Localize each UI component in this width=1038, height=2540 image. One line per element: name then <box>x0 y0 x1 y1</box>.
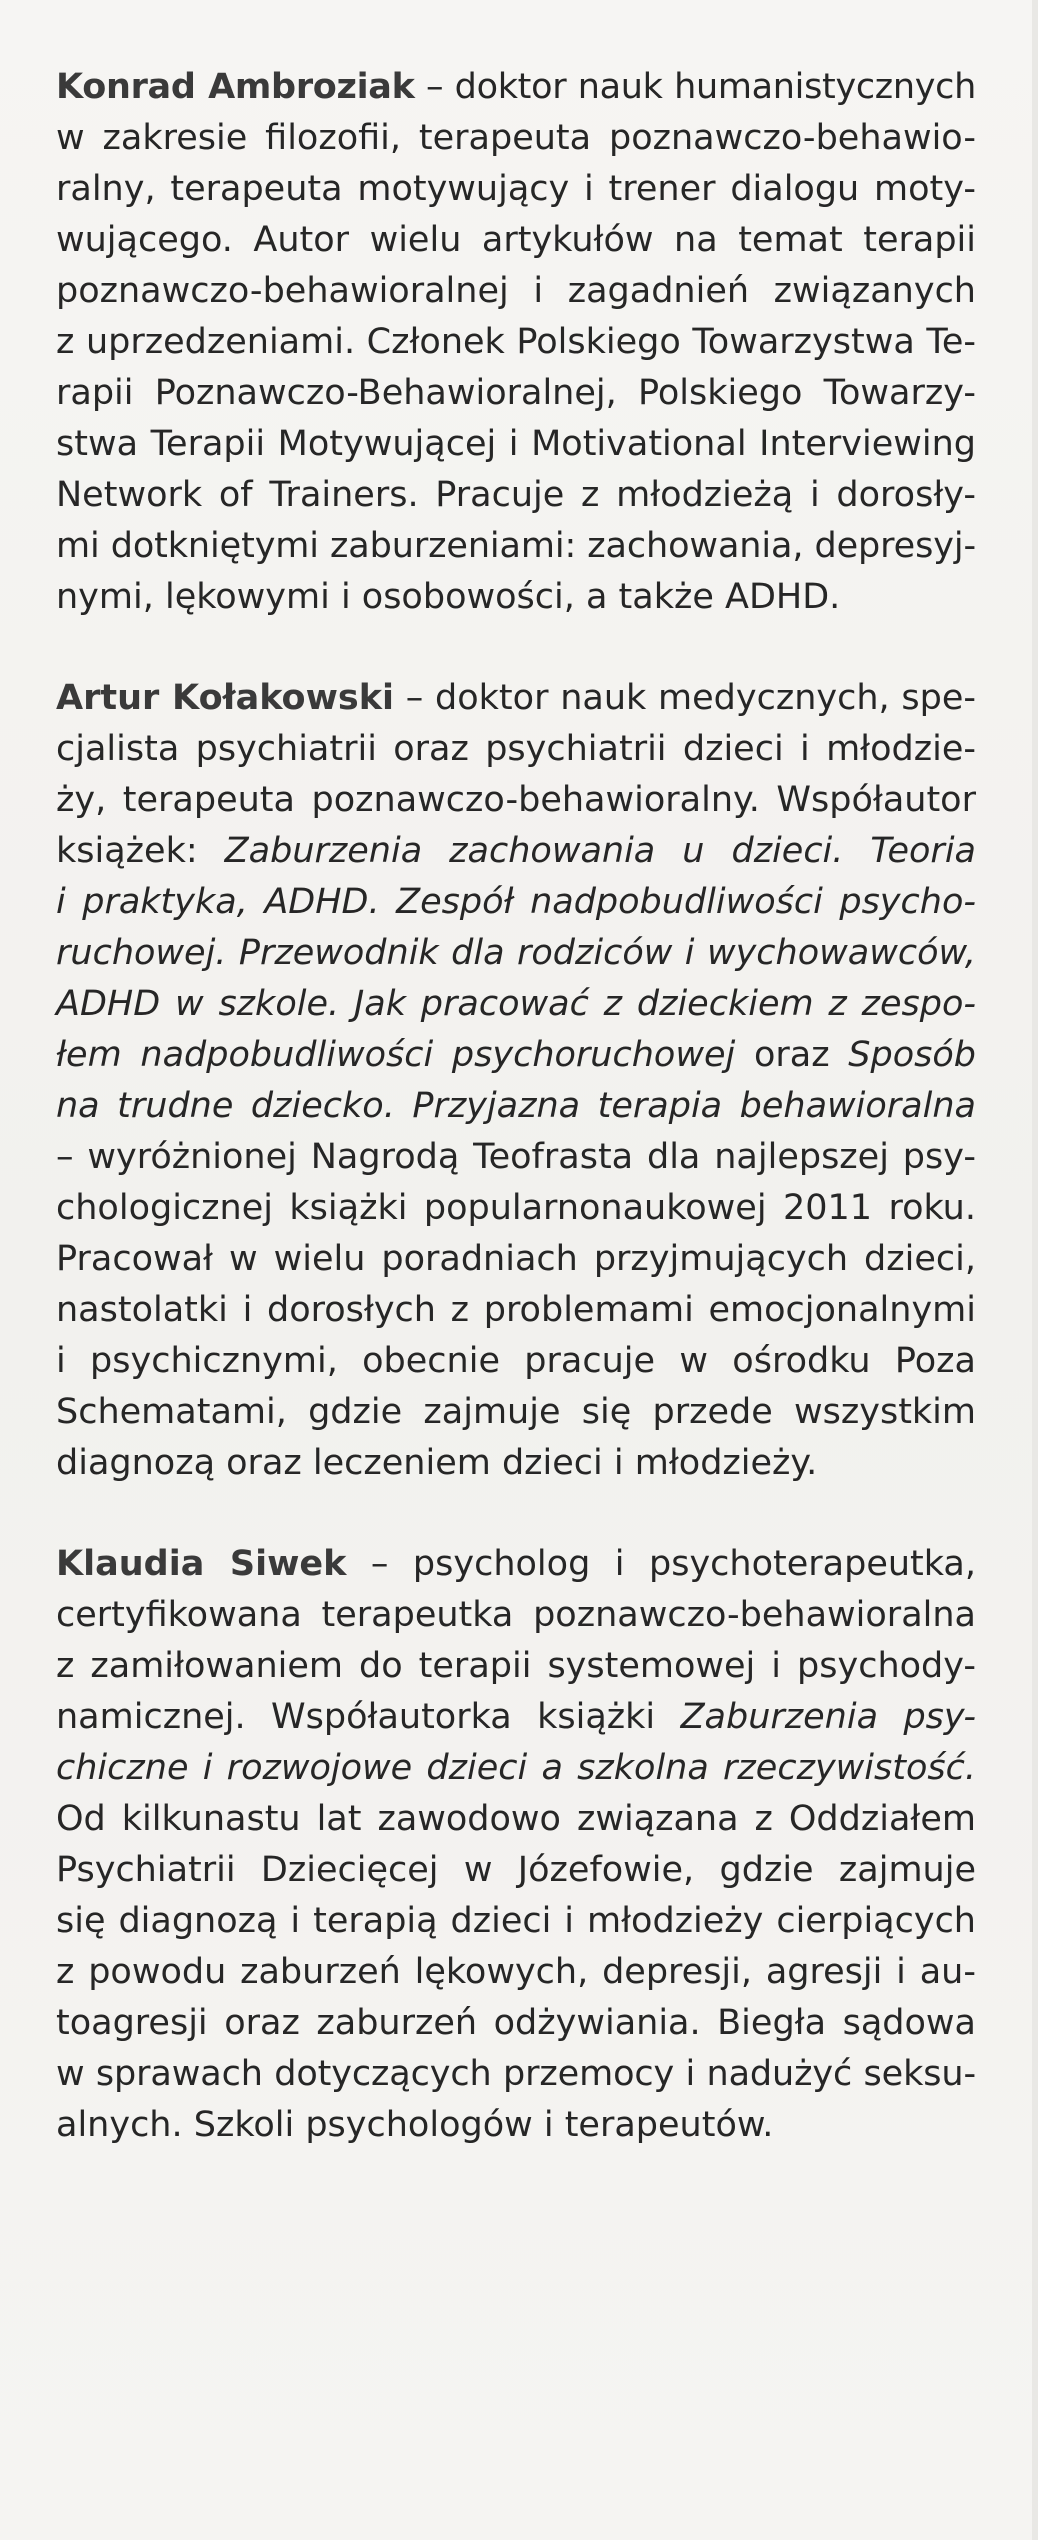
bio-text: Network of Trainers. Pracuje z młodzieżą i dorosły- <box>56 475 976 515</box>
bio-text: w zakresie filozofii, terapeuta poznawczo-behawio- <box>56 118 976 158</box>
bio-line <box>56 164 976 215</box>
bio-text: wującego. Autor wielu artykułów na temat terapii <box>56 220 976 260</box>
bio-text: w sprawach dotyczących przemocy i nadużyć seksu- <box>56 2054 976 2094</box>
bio-text: mi dotkniętymi zaburzeniami: zachowania, depresyj- <box>56 526 976 566</box>
bio-line <box>56 877 976 928</box>
bio-konrad-ambroziak <box>56 62 976 623</box>
bio-line <box>56 1081 976 1132</box>
bio-line <box>56 572 976 623</box>
bio-text: – wyróżnionej Nagrodą Teofrasta dla najlepszej psy- <box>56 1137 976 1177</box>
bio-text: rapii Poznawczo-Behawioralnej, Polskiego Towarzy- <box>56 373 976 413</box>
bio-text: oraz <box>735 1035 849 1075</box>
bio-text: Pracował w wielu poradniach przyjmujących dzieci, <box>56 1239 976 1279</box>
bio-text: – doktor nauk humanistycznych <box>414 67 976 107</box>
author-name: Artur Kołakowski <box>56 678 395 718</box>
bio-line <box>56 1590 976 1641</box>
bio-line <box>56 1234 976 1285</box>
bio-line <box>56 1438 976 1489</box>
bio-line <box>56 1285 976 1336</box>
bio-line <box>56 979 976 1030</box>
bio-line <box>56 1794 976 1845</box>
bio-line <box>56 1692 976 1743</box>
scan-edge <box>1032 0 1038 2540</box>
bio-line <box>56 673 976 724</box>
bio-line <box>56 1132 976 1183</box>
bio-line <box>56 1896 976 1947</box>
book-title-text: ADHD w szkole. Jak pracować z dzieckiem z zespo- <box>56 984 976 1024</box>
bio-text: ży, terapeuta poznawczo-behawioralny. Współautor <box>56 780 976 820</box>
bio-line <box>56 1336 976 1387</box>
bio-line <box>56 928 976 979</box>
bio-line <box>56 1539 976 1590</box>
author-name: Klaudia Siwek <box>56 1544 347 1584</box>
bio-klaudia-siwek <box>56 1539 976 2151</box>
bio-line <box>56 2049 976 2100</box>
bio-line <box>56 1387 976 1438</box>
bio-text: Psychiatrii Dziecięcej w Józefowie, gdzie zajmuje <box>56 1850 976 1890</box>
bio-line <box>56 419 976 470</box>
book-title-text: chiczne i rozwojowe dzieci a szkolna rzeczywistość. <box>56 1748 976 1788</box>
bio-line <box>56 1641 976 1692</box>
bio-line <box>56 1845 976 1896</box>
bio-line <box>56 368 976 419</box>
bio-text: Schematami, gdzie zajmuje się przede wszystkim <box>56 1392 976 1432</box>
bio-line <box>56 1183 976 1234</box>
bio-line <box>56 2100 976 2151</box>
bio-line <box>56 470 976 521</box>
author-name: Konrad Ambroziak <box>56 67 415 107</box>
bio-line <box>56 215 976 266</box>
bio-text: poznawczo-behawioralnej i zagadnień związanych <box>56 271 976 311</box>
bio-text: Od kilkunastu lat zawodowo związana z Oddziałem <box>56 1799 976 1839</box>
bio-text: się diagnozą i terapią dzieci i młodzieży cierpiących <box>56 1901 976 1941</box>
bio-text: certyfikowana terapeutka poznawczo-behawioralna <box>56 1595 976 1635</box>
book-title-text: ruchowej. Przewodnik dla rodziców i wychowawców, <box>56 933 976 973</box>
bio-text: nastolatki i dorosłych z problemami emocjonalnymi <box>56 1290 976 1330</box>
bio-text: stwa Terapii Motywującej i Motivational Interviewing <box>56 424 976 464</box>
bio-line <box>56 1030 976 1081</box>
book-title-text: Sposób <box>848 1035 977 1075</box>
bio-line <box>56 521 976 572</box>
book-title-text: na trudne dziecko. Przyjazna terapia behawioralna <box>56 1086 976 1126</box>
bio-text: i psychicznymi, obecnie pracuje w ośrodku Poza <box>56 1341 976 1381</box>
bio-text: chologicznej książki popularnonaukowej 2011 roku. <box>56 1188 976 1228</box>
bio-line <box>56 724 976 775</box>
bio-line <box>56 113 976 164</box>
bio-line <box>56 266 976 317</box>
bio-text: z zamiłowaniem do terapii systemowej i psychody- <box>56 1646 976 1686</box>
book-title-text: i praktyka, ADHD. Zespół nadpobudliwości psycho- <box>56 882 976 922</box>
bio-text: – psycholog i psychoterapeutka, <box>346 1544 976 1584</box>
author-bios-column <box>56 62 976 2201</box>
bio-text: – doktor nauk medycznych, spe- <box>394 678 976 718</box>
bio-text: książek: <box>56 831 225 871</box>
bio-line <box>56 317 976 368</box>
book-title-text: łem nadpobudliwości psychoruchowej <box>56 1035 736 1075</box>
bio-line <box>56 1743 976 1794</box>
book-title-text: Zaburzenia psy- <box>680 1697 976 1737</box>
bio-text: ralny, terapeuta motywujący i trener dialogu moty- <box>56 169 976 209</box>
bio-text: nymi, lękowymi i osobowości, a także ADHD. <box>56 577 841 617</box>
bio-text: cjalista psychiatrii oraz psychiatrii dzieci i młodzie- <box>56 729 976 769</box>
bio-text: namicznej. Współautorka książki <box>56 1697 681 1737</box>
bio-artur-kolakowski <box>56 673 976 1489</box>
bio-text: alnych. Szkoli psychologów i terapeutów. <box>56 2105 774 2145</box>
bio-line <box>56 775 976 826</box>
bio-text: z powodu zaburzeń lękowych, depresji, agresji i au- <box>56 1952 976 1992</box>
bio-line <box>56 1998 976 2049</box>
bio-text: toagresji oraz zaburzeń odżywiania. Biegła sądowa <box>56 2003 976 2043</box>
bio-text: z uprzedzeniami. Członek Polskiego Towarzystwa Te- <box>56 322 976 362</box>
book-title-text: Zaburzenia zachowania u dzieci. Teoria <box>224 831 976 871</box>
bio-text: diagnozą oraz leczeniem dzieci i młodzieży. <box>56 1443 818 1483</box>
bio-line <box>56 826 976 877</box>
bio-line <box>56 62 976 113</box>
bio-line <box>56 1947 976 1998</box>
